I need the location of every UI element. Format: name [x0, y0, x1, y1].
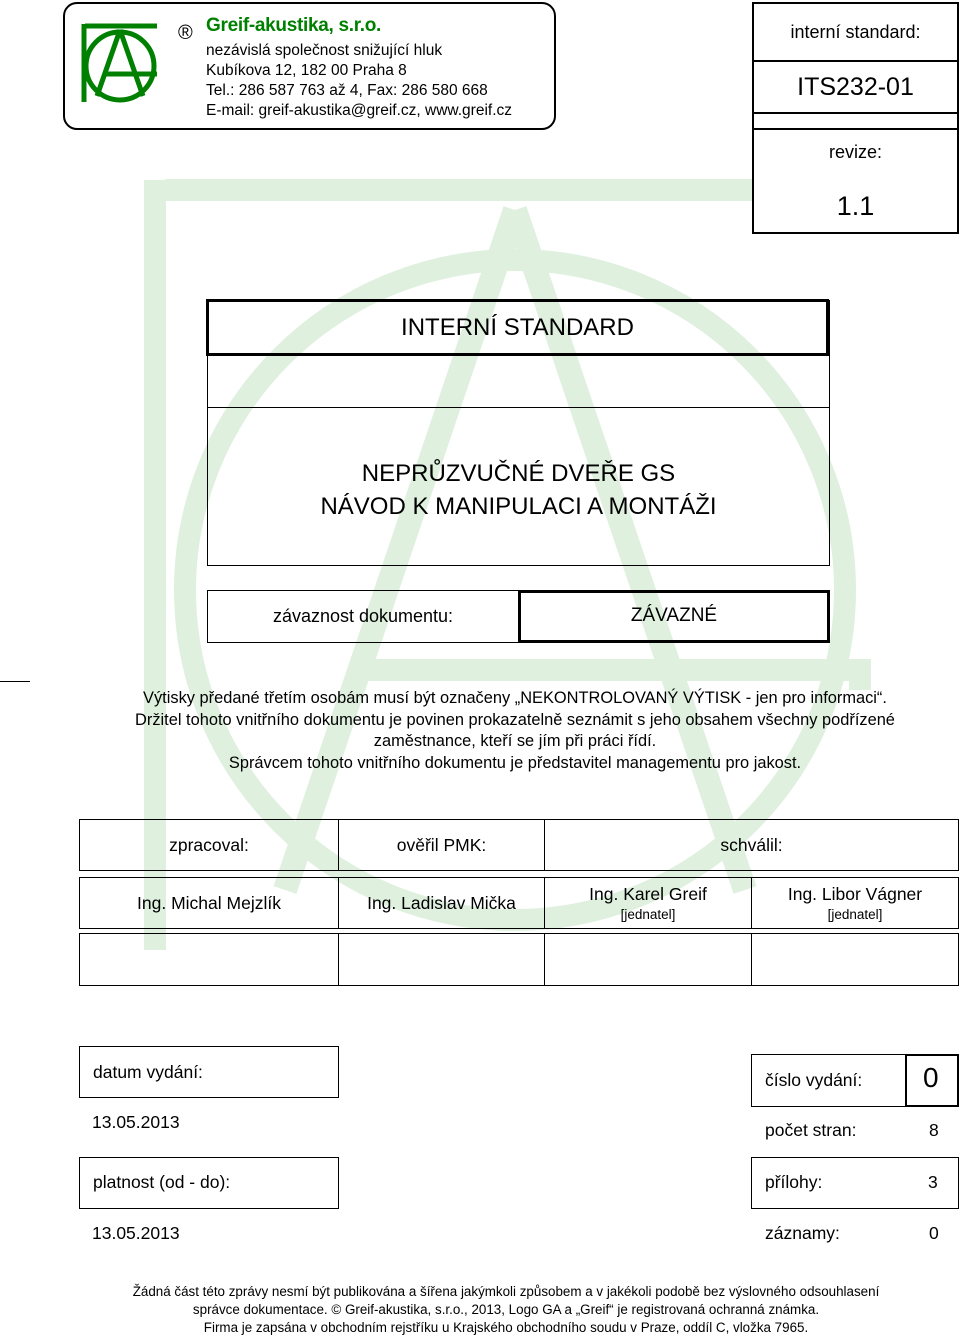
- footer-line-3: Firma je zapsána v obchodním rejstříku u Krajského obchodního soudu v Praze, oddíl C, vložka 7965.: [203, 1320, 809, 1335]
- footer-line-1: Žádná část této zprávy nesmí být publikována a šířena jakýmkoli způsobem a v jakékoli podobě bez výslovného odsouhlasení: [132, 1284, 880, 1299]
- attachments-cell: [751, 1157, 959, 1209]
- standard-label: interní standard:: [790, 22, 921, 42]
- standard-number: ITS232-01: [797, 73, 914, 101]
- revision-number: 1.1: [836, 191, 875, 221]
- company-address: Kubíkova 12, 182 00 Praha 8: [206, 62, 407, 79]
- approved-label: schválil:: [720, 834, 783, 855]
- footer-line-2: správce dokumentace. © Greif-akustika, s.r.o., 2013, Logo GA a „Greif“ je registrovaná ochranná známka.: [192, 1302, 820, 1317]
- notice-line-4: Správcem tohoto vnitřního dokumentu je představitel managementu pro jakost.: [228, 753, 802, 772]
- standard-number-box: [752, 60, 959, 114]
- issue-date-label: datum vydání:: [93, 1062, 203, 1082]
- document-title-line2: NÁVOD K MANIPULACI A MONTÁŽI: [320, 493, 717, 520]
- validity-label: platnost (od - do):: [93, 1172, 231, 1192]
- approver2-signature-cell: [751, 933, 959, 986]
- margin-mark: [0, 681, 30, 682]
- title-label-box: [206, 299, 829, 356]
- company-name: Greif-akustika, s.r.o.: [206, 15, 382, 36]
- validity-date: 13.05.2013: [92, 1223, 180, 1243]
- greif-akustika-logo-icon: [79, 22, 161, 104]
- registered-mark: ®: [178, 22, 193, 44]
- approver1-signature-cell: [544, 933, 752, 986]
- binding-block: [207, 590, 830, 643]
- company-email: E-mail: greif-akustika@greif.cz, www.greif.cz: [206, 102, 513, 119]
- notice-line-1: Výtisky předané třetím osobám musí být označeny „NEKONTROLOVANÝ VÝTISK - jen pro informaci“.: [143, 689, 887, 707]
- attachments-label: přílohy:: [765, 1172, 823, 1192]
- prepared-name-cell: [79, 877, 339, 929]
- approver2-role: [jednatel]: [827, 907, 883, 922]
- verified-header-cell: [338, 819, 545, 871]
- binding-value-box: [518, 590, 830, 643]
- prepared-header-cell: [79, 819, 339, 871]
- distribution-notice: [70, 688, 960, 774]
- document-title-line1: NEPRŮZVUČNÉ DVEŘE GS: [361, 460, 676, 487]
- legal-footer: [0, 1283, 960, 1337]
- title-block: [207, 300, 830, 566]
- approver1-name: Ing. Karel Greif: [589, 884, 707, 904]
- edition-label: číslo vydání:: [765, 1070, 863, 1090]
- approver1-role: [jednatel]: [620, 907, 676, 922]
- verified-by-name: Ing. Ladislav Mička: [367, 892, 516, 913]
- standard-info-box: [752, 2, 959, 234]
- notice-line-3: zaměstnance, kteří se jím při práci řídí.: [373, 732, 657, 750]
- notice-line-2: Držitel tohoto vnitřního dokumentu je povinen prokazatelně seznámit s jeho obsahem všechny podřízené: [135, 710, 895, 729]
- pages-label: počet stran:: [765, 1120, 857, 1140]
- binding-label: závaznost dokumentu:: [272, 606, 454, 626]
- approver1-name-cell: [544, 877, 752, 929]
- prepared-signature-cell: [79, 933, 339, 986]
- binding-value: ZÁVAZNÉ: [630, 605, 718, 626]
- edition-value-box: [905, 1054, 959, 1107]
- document-title: [208, 457, 829, 523]
- revision-label: revize:: [828, 142, 882, 162]
- approved-header-cell: [544, 819, 959, 871]
- records-value: 0: [929, 1223, 939, 1243]
- pages-value: 8: [929, 1120, 939, 1140]
- validity-label-cell: [79, 1157, 339, 1209]
- prepared-by-name: Ing. Michal Mejzlík: [137, 892, 281, 913]
- approvals-table: [79, 819, 959, 986]
- revision-divider: [752, 128, 959, 130]
- verified-signature-cell: [338, 933, 545, 986]
- attachments-value: 3: [928, 1172, 938, 1192]
- verified-name-cell: [338, 877, 545, 929]
- edition-value: 0: [923, 1062, 939, 1093]
- company-header: [63, 2, 556, 130]
- issue-date: 13.05.2013: [92, 1112, 180, 1132]
- prepared-label: zpracoval:: [169, 834, 249, 855]
- issue-date-label-cell: [79, 1046, 339, 1098]
- company-phone: Tel.: 286 587 763 až 4, Fax: 286 580 668: [206, 82, 488, 99]
- title-label: INTERNÍ STANDARD: [401, 313, 634, 341]
- company-tagline: nezávislá společnost snižující hluk: [206, 42, 443, 59]
- records-label: záznamy:: [765, 1223, 840, 1243]
- approver2-name: Ing. Libor Vágner: [787, 884, 923, 904]
- verified-label: ověřil PMK:: [396, 834, 487, 855]
- title-divider: [208, 407, 829, 408]
- approver2-name-cell: [751, 877, 959, 929]
